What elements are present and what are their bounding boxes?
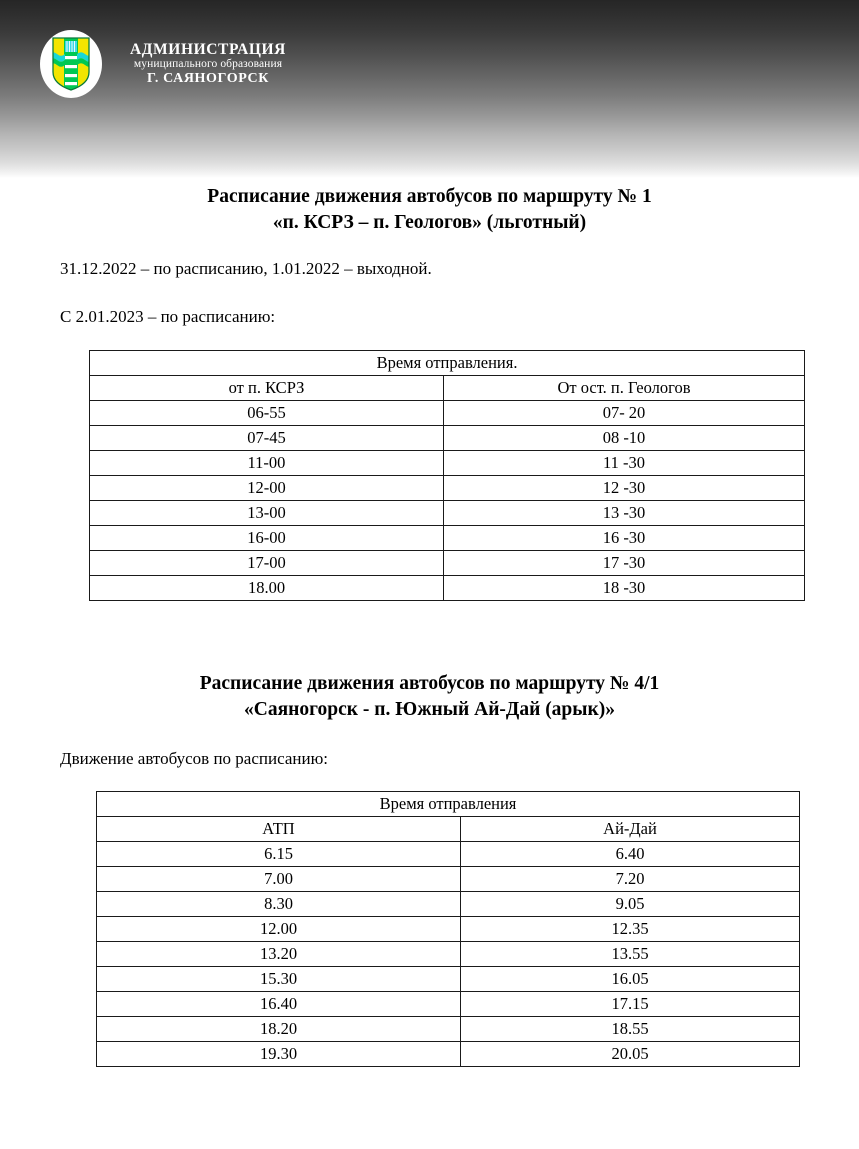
route-1-table-caption: Время отправления. [90, 351, 805, 376]
route-4-1-depart-atp: 6.15 [97, 842, 461, 867]
table-row [97, 942, 800, 967]
route-1-depart-ksrz: 06-55 [90, 401, 444, 426]
route-1-depart-ksrz: 13-00 [90, 501, 444, 526]
route-4-1-depart-ay-day: 20.05 [461, 1042, 800, 1067]
route-4-1-depart-atp: 16.40 [97, 992, 461, 1017]
route-4-1-depart-atp: 18.20 [97, 1017, 461, 1042]
route-4-1-depart-ay-day: 18.55 [461, 1017, 800, 1042]
route-1-title [0, 184, 859, 235]
route-1-depart-ksrz: 07-45 [90, 426, 444, 451]
route-4-1-depart-ay-day: 12.35 [461, 917, 800, 942]
table-caption-row [90, 351, 805, 376]
route-4-1-title-line-2: «Саяногорск - п. Южный Ай-Дай (арык)» [244, 698, 615, 720]
table-row [90, 576, 805, 601]
route-1-title-line-2: «п. КСРЗ – п. Геологов» (льготный) [272, 211, 587, 233]
route-4-1-depart-atp: 8.30 [97, 892, 461, 917]
route-4-1-depart-atp: 13.20 [97, 942, 461, 967]
table-caption-row [97, 792, 800, 817]
administration-line-1: АДМИНИСТРАЦИЯ [130, 41, 286, 59]
route-4-1-depart-ay-day: 16.05 [461, 967, 800, 992]
site-header-banner [0, 0, 859, 178]
route-1-title-line-1: Расписание движения автобусов по маршруту № 1 [207, 186, 652, 207]
route-1-depart-ksrz: 18.00 [90, 576, 444, 601]
route-4-1-depart-atp: 19.30 [97, 1042, 461, 1067]
route-4-1-depart-ay-day: 17.15 [461, 992, 800, 1017]
table-row [90, 551, 805, 576]
table-row [90, 526, 805, 551]
route-4-1-column-header-atp: АТП [97, 817, 461, 842]
table-row [97, 892, 800, 917]
route-1-depart-geologov: 12 -30 [444, 476, 805, 501]
table-row [97, 917, 800, 942]
route-4-1-depart-ay-day: 7.20 [461, 867, 800, 892]
route-4-1-depart-atp: 12.00 [97, 917, 461, 942]
table-header-row [97, 817, 800, 842]
route-4-1-depart-atp: 7.00 [97, 867, 461, 892]
route-4-1-depart-ay-day: 9.05 [461, 892, 800, 917]
table-row [90, 426, 805, 451]
route-1-depart-geologov: 13 -30 [444, 501, 805, 526]
route-4-1-schedule-table [96, 791, 800, 1067]
route-4-1-table-caption: Время отправления [97, 792, 800, 817]
coat-of-arms-emblem [40, 30, 102, 98]
table-row [97, 1042, 800, 1067]
table-header-row [90, 376, 805, 401]
route-1-column-header-from: от п. КСРЗ [90, 376, 444, 401]
table-row [97, 867, 800, 892]
table-row [97, 967, 800, 992]
route-4-1-column-header-ay-day: Ай-Дай [461, 817, 800, 842]
route-1-depart-geologov: 07- 20 [444, 401, 805, 426]
route-1-schedule-table [89, 350, 805, 601]
table-row [97, 1017, 800, 1042]
route-4-1-title-line-1: Расписание движения автобусов по маршруту № 4/1 [199, 673, 660, 694]
route-4-1-depart-ay-day: 13.55 [461, 942, 800, 967]
route-1-depart-geologov: 18 -30 [444, 576, 805, 601]
route-1-depart-ksrz: 11-00 [90, 451, 444, 476]
administration-line-3: Г. САЯНОГОРСК [147, 71, 269, 87]
route-1-depart-ksrz: 12-00 [90, 476, 444, 501]
table-row [90, 501, 805, 526]
route-1-depart-geologov: 16 -30 [444, 526, 805, 551]
route-1-depart-geologov: 08 -10 [444, 426, 805, 451]
route-4-1-title [0, 671, 859, 722]
route-4-1-depart-atp: 15.30 [97, 967, 461, 992]
table-row [90, 451, 805, 476]
route-1-depart-geologov: 17 -30 [444, 551, 805, 576]
table-row [90, 476, 805, 501]
route-1-note-schedule: С 2.01.2023 – по расписанию: [60, 307, 276, 326]
administration-line-2: муниципального образования [133, 58, 283, 71]
administration-title-block [130, 41, 286, 87]
route-4-1-note-schedule: Движение автобусов по расписанию: [60, 749, 329, 768]
route-1-depart-ksrz: 17-00 [90, 551, 444, 576]
route-1-column-header-to: От ост. п. Геологов [444, 376, 805, 401]
route-1-depart-geologov: 11 -30 [444, 451, 805, 476]
route-1-note-holiday: 31.12.2022 – по расписанию, 1.01.2022 – выходной. [60, 259, 432, 278]
table-row [90, 401, 805, 426]
table-row [97, 992, 800, 1017]
route-4-1-depart-ay-day: 6.40 [461, 842, 800, 867]
table-row [97, 842, 800, 867]
route-1-depart-ksrz: 16-00 [90, 526, 444, 551]
shield-icon [49, 36, 93, 92]
header-content [40, 30, 286, 98]
